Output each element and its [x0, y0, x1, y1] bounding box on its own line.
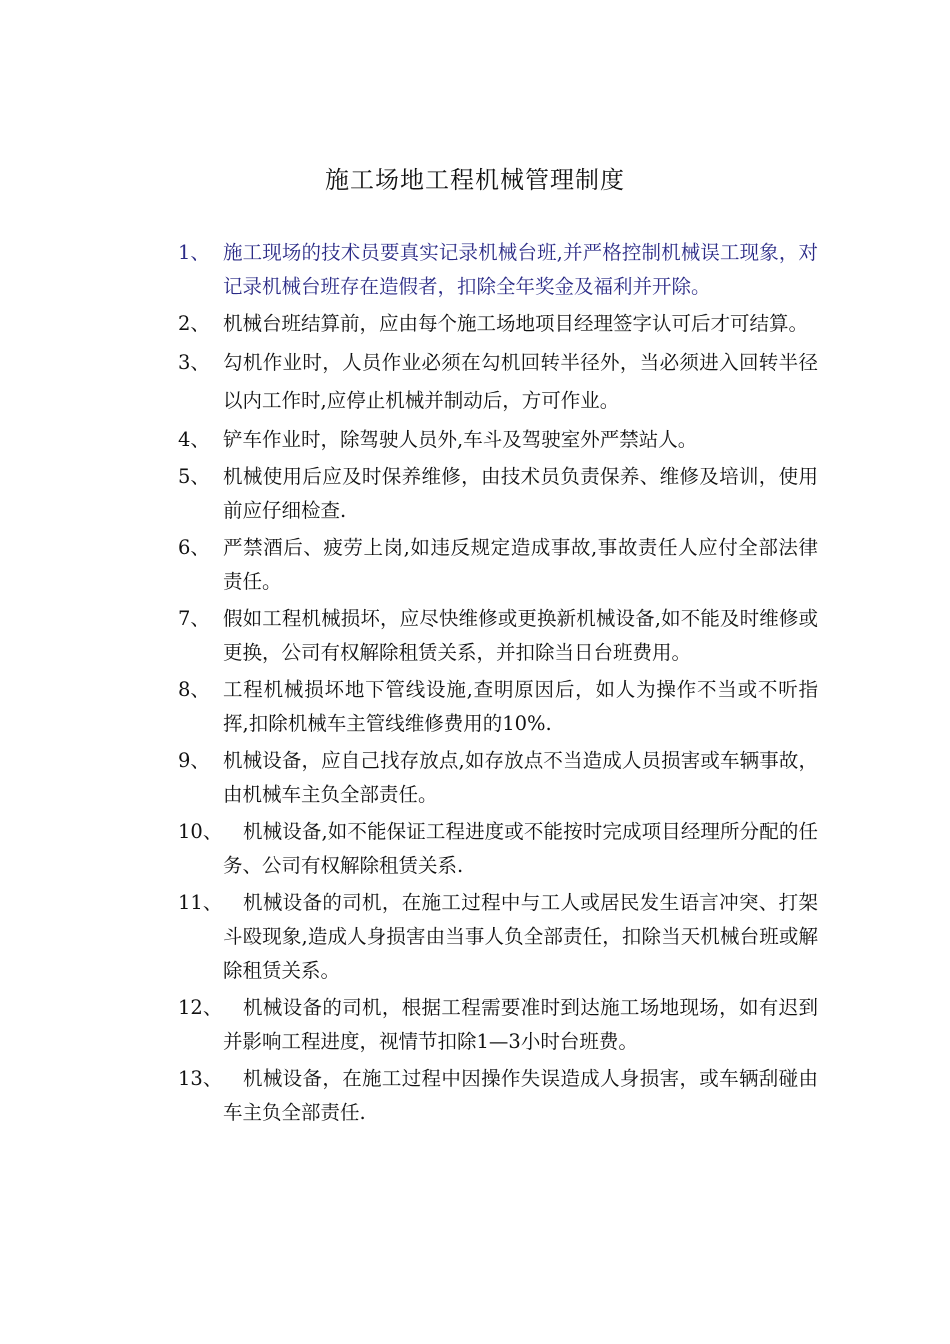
item-text: 假如工程机械损坏，应尽快维修或更换新机械设备,如不能及时维修或更换，公司有权解除租赁关系，并扣除当日台班费用。 — [223, 607, 818, 664]
page-title: 施工场地工程机械管理制度 — [325, 166, 625, 194]
item-number: 10、 — [178, 820, 223, 843]
item-number: 2、 — [178, 312, 210, 335]
list-item — [178, 602, 818, 670]
item-number: 7、 — [178, 607, 210, 630]
list-item — [178, 460, 818, 528]
item-text: 机械台班结算前，应由每个施工场地项目经理签字认可后才可结算。 — [223, 312, 809, 335]
item-text: 机械设备，应自己找存放点,如存放点不当造成人员损害或车辆事故，由机械车主负全部责任。 — [223, 749, 818, 806]
item-number: 6、 — [178, 536, 210, 559]
item-text: 机械设备的司机，在施工过程中与工人或居民发生语言冲突、打架斗殴现象,造成人身损害由当事人负全部责任，扣除当天机械台班或解除租赁关系。 — [223, 891, 818, 982]
list-item — [178, 991, 818, 1059]
item-text: 严禁酒后、疲劳上岗,如违反规定造成事故,事故责任人应付全部法律责任。 — [223, 536, 818, 593]
item-text: 施工现场的技术员要真实记录机械台班,并严格控制机械误工现象，对记录机械台班存在造假者，扣除全年奖金及福利并开除。 — [223, 241, 818, 298]
item-number: 1、 — [178, 241, 210, 264]
item-text: 工程机械损坏地下管线设施,查明原因后，如人为操作不当或不听指挥,扣除机械车主管线维修费用的10%. — [223, 678, 818, 735]
list-item — [178, 1062, 818, 1130]
item-text: 铲车作业时，除驾驶人员外,车斗及驾驶室外严禁站人。 — [223, 428, 698, 451]
item-text: 机械设备的司机，根据工程需要准时到达施工场地现场，如有迟到并影响工程进度，视情节扣除1—3小时台班费。 — [223, 996, 818, 1053]
item-text: 机械使用后应及时保养维修，由技术员负责保养、维修及培训，使用前应仔细检查. — [223, 465, 818, 522]
item-text: 机械设备,如不能保证工程进度或不能按时完成项目经理所分配的任务、公司有权解除租赁关系. — [223, 820, 818, 877]
list-item — [178, 744, 818, 812]
item-number: 4、 — [178, 428, 210, 451]
item-number: 5、 — [178, 465, 210, 488]
item-number: 3、 — [178, 351, 210, 374]
item-number: 9、 — [178, 749, 210, 772]
list-item — [178, 673, 818, 741]
rules-list — [178, 236, 818, 1133]
list-item — [178, 423, 818, 457]
item-number: 12、 — [178, 996, 223, 1019]
item-text: 机械设备，在施工过程中因操作失误造成人身损害，或车辆刮碰由车主负全部责任. — [223, 1067, 818, 1124]
list-item — [178, 236, 818, 304]
item-number: 11、 — [178, 891, 223, 914]
list-item — [178, 886, 818, 988]
list-item — [178, 344, 818, 420]
list-item — [178, 307, 818, 341]
item-number: 13、 — [178, 1067, 223, 1090]
list-item — [178, 531, 818, 599]
list-item — [178, 815, 818, 883]
item-number: 8、 — [178, 678, 210, 701]
item-text: 勾机作业时，人员作业必须在勾机回转半径外，当必须进入回转半径以内工作时,应停止机械并制动后，方可作业。 — [223, 351, 818, 412]
